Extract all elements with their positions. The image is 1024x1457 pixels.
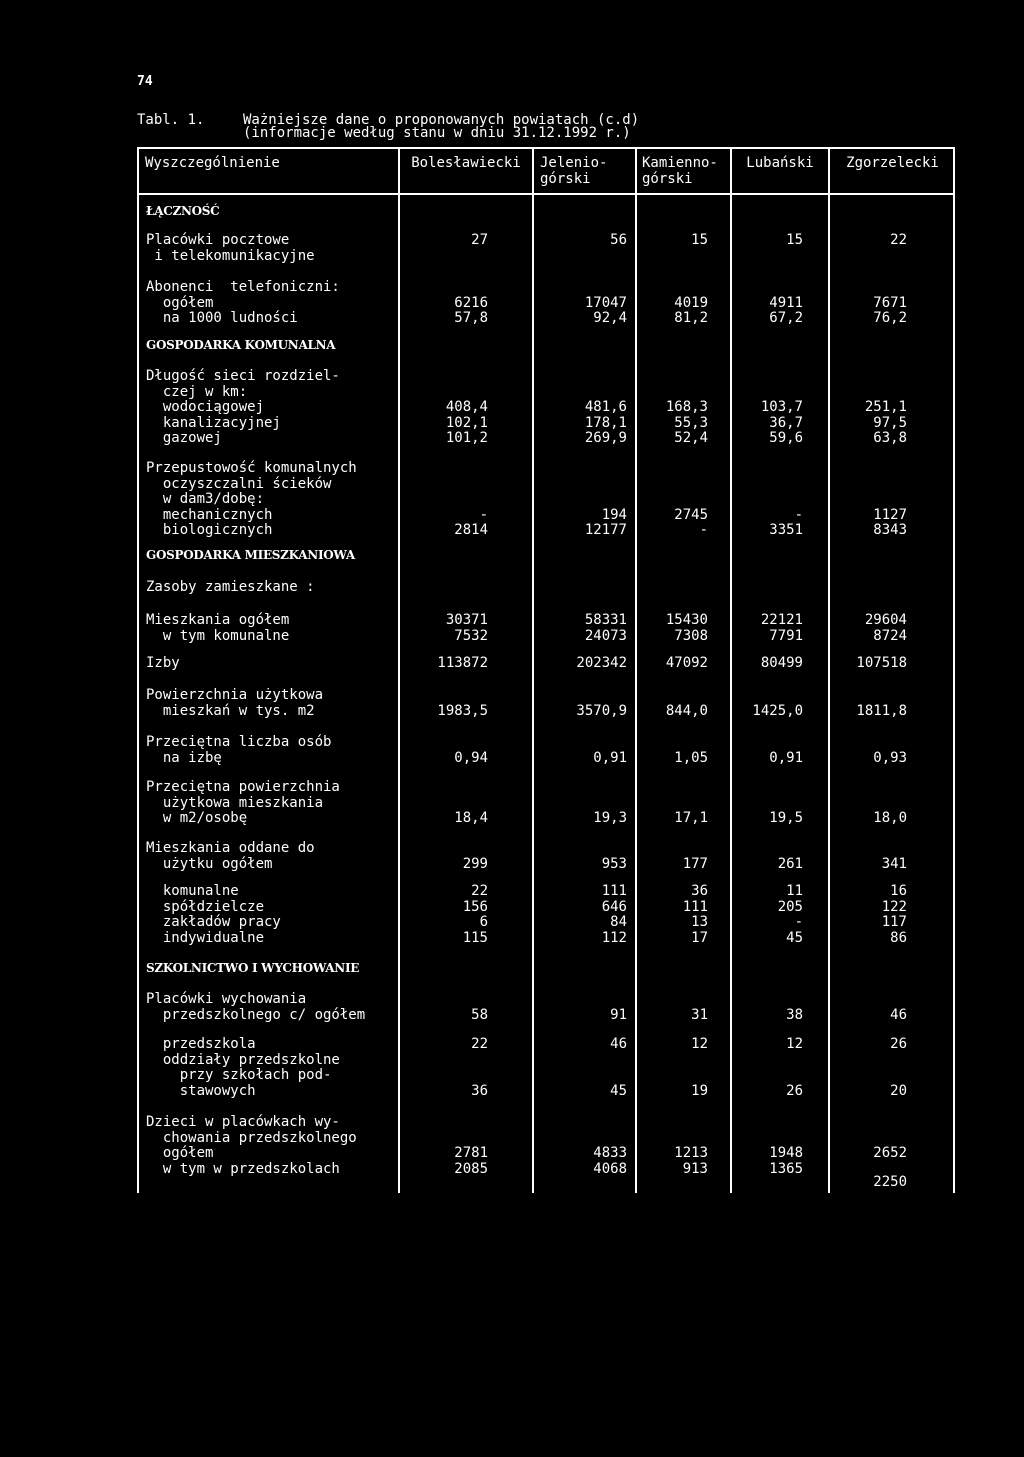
section-heading: GOSPODARKA MIESZKANIOWA bbox=[146, 548, 355, 562]
col-divider bbox=[635, 147, 637, 1193]
row-value: 30371 7532 bbox=[445, 612, 488, 644]
row-value: 1948 1365 bbox=[769, 1145, 803, 1177]
row-label: Przeciętna powierzchnia użytkowa mieszkania w m2/osobę bbox=[146, 779, 340, 826]
row-value: 18,0 bbox=[873, 810, 907, 826]
table-subtitle: (informacje według stanu w dniu 31.12.1992 r.) bbox=[243, 125, 631, 141]
row-value: 31 bbox=[691, 1006, 708, 1023]
row-value: 22 156 6 115 bbox=[462, 883, 488, 946]
row-label: Przepustowość komunalnych oczyszczalni ścieków w dam3/dobę: mechanicznych biologicznych bbox=[146, 460, 357, 538]
header-bottom-border bbox=[137, 193, 955, 195]
col-divider bbox=[828, 147, 830, 1193]
row-value: 6216 57,8 bbox=[454, 294, 488, 326]
row-value: 202342 bbox=[576, 655, 627, 671]
row-value: 1213 913 bbox=[674, 1145, 708, 1177]
col-divider bbox=[137, 147, 139, 1193]
row-label: Dzieci w placówkach wy- chowania przedszkolnego ogółem w tym w przedszkolach bbox=[146, 1114, 357, 1177]
row-label: przedszkola oddziały przedszkolne przy szkołach pod- stawowych bbox=[162, 1036, 340, 1099]
row-value: 2652 bbox=[873, 1145, 907, 1161]
row-label: Izby bbox=[146, 655, 180, 671]
row-value: 3570,9 bbox=[576, 702, 627, 719]
row-label: komunalne spółdzielcze zakładów pracy indywidualne bbox=[162, 883, 281, 946]
row-value: 15 bbox=[786, 232, 803, 248]
header-jeleniogorski-l1: Jelenio- bbox=[540, 155, 608, 171]
row-value: 12 19 bbox=[691, 1036, 708, 1099]
row-value: 56 bbox=[610, 232, 627, 248]
row-value: 17,1 bbox=[674, 810, 708, 826]
row-value: 26 20 bbox=[890, 1036, 907, 1099]
row-value: 19,5 bbox=[769, 810, 803, 826]
row-value: 80499 bbox=[760, 655, 803, 671]
row-value: 341 bbox=[881, 855, 907, 872]
col-divider bbox=[730, 147, 732, 1193]
row-value: 2250 bbox=[873, 1174, 907, 1190]
row-value: 113872 bbox=[437, 655, 488, 671]
row-value: 844,0 bbox=[665, 702, 708, 719]
row-label: Przeciętna liczba osób na izbę bbox=[146, 734, 332, 766]
section-heading: GOSPODARKA KOMUNALNA bbox=[146, 338, 336, 352]
row-value: 22 bbox=[890, 232, 907, 248]
row-value: 36 111 13 17 bbox=[682, 883, 708, 946]
row-value: 12 26 bbox=[786, 1036, 803, 1099]
header-kamiennogorski-l2: górski bbox=[642, 171, 693, 187]
row-value: 168,3 55,3 52,4 bbox=[665, 399, 708, 446]
row-value: 251,1 97,5 63,8 bbox=[864, 399, 907, 446]
row-value: 19,3 bbox=[593, 810, 627, 826]
row-label: Długość sieci rozdziel- czej w km: wodociągowej kanalizacyjnej gazowej bbox=[146, 368, 340, 446]
row-value: 408,4 102,1 101,2 bbox=[445, 399, 488, 446]
row-label: Placówki pocztowe i telekomunikacyjne bbox=[146, 232, 315, 264]
table-label: Tabl. 1. bbox=[137, 112, 205, 128]
header-kamiennogorski-l1: Kamienno- bbox=[642, 155, 718, 171]
row-value: 261 bbox=[777, 855, 803, 872]
row-value: - 3351 bbox=[769, 506, 803, 538]
header-jeleniogorski-l2: górski bbox=[540, 171, 591, 187]
row-value: 46 45 bbox=[610, 1036, 627, 1099]
row-value: 17047 92,4 bbox=[584, 294, 627, 326]
row-value: - 2814 bbox=[454, 506, 488, 538]
col-divider bbox=[532, 147, 534, 1193]
row-value: 4911 67,2 bbox=[769, 294, 803, 326]
row-label: Abonenci telefoniczni: ogółem na 1000 ludności bbox=[146, 279, 340, 326]
row-value: 0,91 bbox=[769, 749, 803, 766]
row-value: 22 36 bbox=[471, 1036, 488, 1099]
row-value: 2781 2085 bbox=[454, 1145, 488, 1177]
row-value: 38 bbox=[786, 1006, 803, 1023]
row-value: 11 205 - 45 bbox=[777, 883, 803, 946]
row-value: 0,93 bbox=[873, 749, 907, 766]
row-value: 46 bbox=[890, 1006, 907, 1023]
header-lubanski: Lubański bbox=[746, 155, 814, 171]
row-value: 47092 bbox=[665, 655, 708, 671]
row-value: 1425,0 bbox=[752, 702, 803, 719]
row-value: 481,6 178,1 269,9 bbox=[584, 399, 627, 446]
section-heading: SZKOLNICTWO I WYCHOWANIE bbox=[146, 961, 360, 975]
row-value: 1811,8 bbox=[856, 702, 907, 719]
row-value: 103,7 36,7 59,6 bbox=[760, 399, 803, 446]
section-heading: ŁĄCZNOŚĆ bbox=[146, 204, 220, 218]
row-value: 0,91 bbox=[593, 749, 627, 766]
row-value: 58 bbox=[471, 1006, 488, 1023]
row-value: 15430 7308 bbox=[665, 612, 708, 644]
row-value: 91 bbox=[610, 1006, 627, 1023]
header-label: Wyszczególnienie bbox=[145, 155, 280, 171]
page-number: 74 bbox=[137, 74, 153, 89]
table-top-border bbox=[137, 147, 955, 149]
row-value: 58331 24073 bbox=[584, 612, 627, 644]
row-label: Mieszkania oddane do użytku ogółem bbox=[146, 840, 315, 872]
row-value: 1983,5 bbox=[437, 702, 488, 719]
row-value: 107518 bbox=[856, 655, 907, 671]
row-value: 4833 4068 bbox=[593, 1145, 627, 1177]
header-zgorzelecki: Zgorzelecki bbox=[846, 155, 939, 171]
row-value: 1127 8343 bbox=[873, 506, 907, 538]
row-value: 29604 8724 bbox=[864, 612, 907, 644]
row-value: 0,94 bbox=[454, 749, 488, 766]
header-bolesławiecki: Bolesławiecki bbox=[411, 155, 521, 171]
row-label: Mieszkania ogółem w tym komunalne bbox=[146, 612, 290, 644]
row-value: 4019 81,2 bbox=[674, 294, 708, 326]
row-label: Zasoby zamieszkane : bbox=[146, 579, 315, 595]
row-value: 16 122 117 86 bbox=[881, 883, 907, 946]
row-label: Powierzchnia użytkowa mieszkań w tys. m2 bbox=[146, 687, 324, 719]
row-value: 2745 - bbox=[674, 506, 708, 538]
row-value: 18,4 bbox=[454, 810, 488, 826]
row-value: 299 bbox=[462, 855, 488, 872]
table-title: Ważniejsze dane o proponowanych powiatach (c.d) bbox=[243, 112, 640, 128]
row-value: 7671 76,2 bbox=[873, 294, 907, 326]
row-value: 15 bbox=[691, 232, 708, 248]
row-label: Placówki wychowania przedszkolnego c/ ogółem bbox=[146, 991, 366, 1023]
col-divider bbox=[953, 147, 955, 1193]
row-value: 177 bbox=[682, 855, 708, 872]
row-value: 194 12177 bbox=[584, 506, 627, 538]
row-value: 953 bbox=[601, 855, 627, 872]
row-value: 22121 7791 bbox=[760, 612, 803, 644]
row-value: 111 646 84 112 bbox=[601, 883, 627, 946]
row-value: 27 bbox=[471, 232, 488, 248]
row-value: 1,05 bbox=[674, 749, 708, 766]
